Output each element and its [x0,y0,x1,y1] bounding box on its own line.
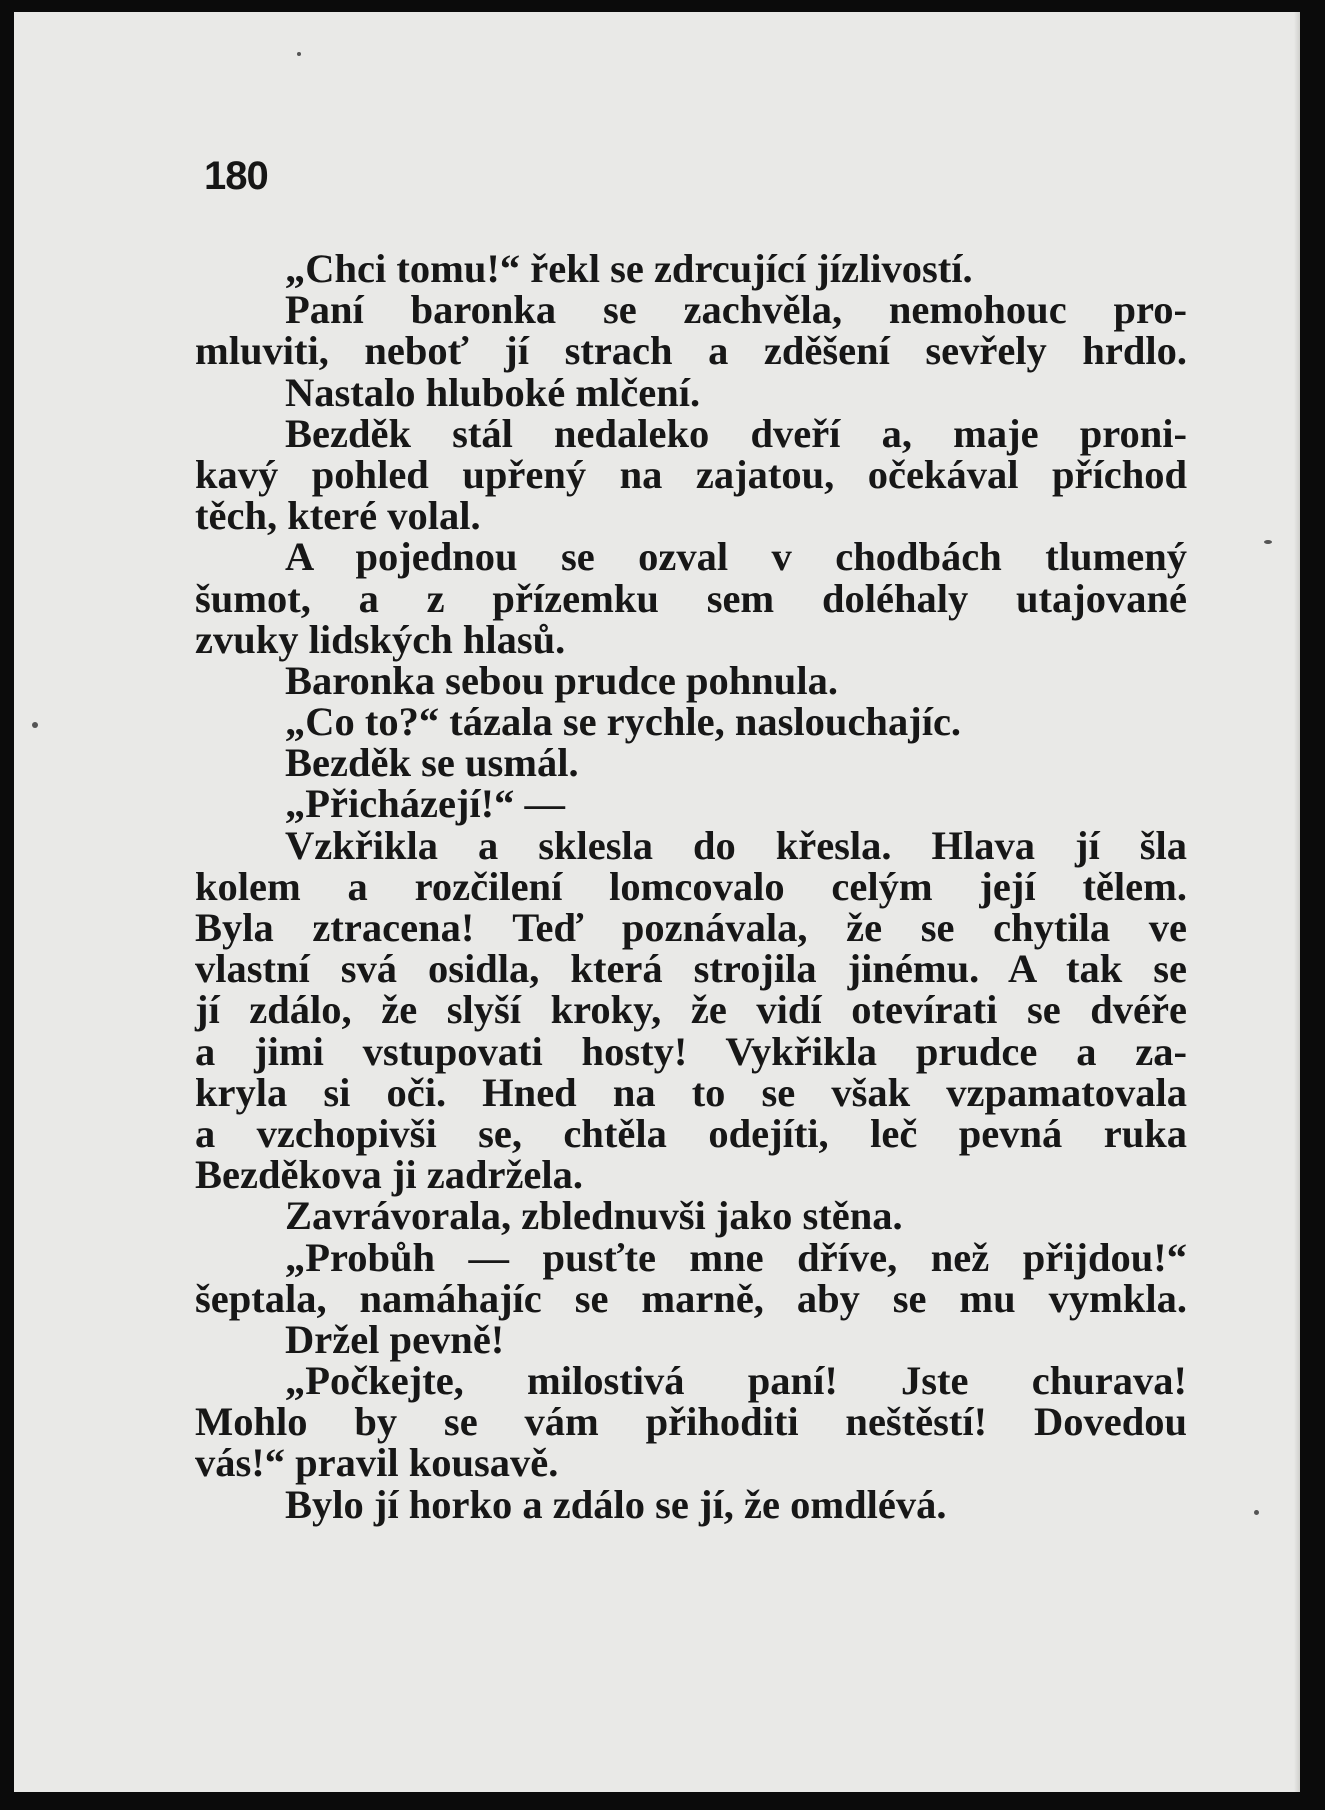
scan-speck [32,722,38,728]
body-text [195,248,1187,1525]
text-line: Bezděk stál nedaleko dveří a, maje proni- [285,410,1187,456]
text-line: Držel pevně! [285,1316,505,1362]
text-line: Byla ztracena! Teď poznávala, že se chytila ve [195,905,1187,950]
text-line: mluviti, neboť jí strach a zděšení sevřely hrdlo. [195,328,1187,374]
text-line: šeptala, namáhajíc se marně, aby se mu vymkla. [195,1275,1187,1321]
text-line: Bylo jí horko a zdálo se jí, že omdlévá. [285,1481,947,1527]
text-line: Bezděkova ji zadržela. [195,1152,584,1198]
text-line: „Přicházejí!“ — [285,781,566,827]
text-line: těch, které volal. [195,493,481,539]
text-line: Nastalo hluboké mlčení. [285,369,701,415]
text-line: a vzchopivši se, chtěla odejíti, leč pevná ruka [195,1110,1187,1156]
text-line: vlastní svá osidla, která strojila jinému. A tak se [195,946,1187,992]
text-line: „Chci tomu!“ řekl se zdrcující jízlivostí. [285,246,973,291]
text-line: zvuky lidských hlasů. [195,616,566,662]
text-line: šumot, a z přízemku sem doléhaly utajované [195,575,1187,621]
text-line: „Co to?“ tázala se rychle, naslouchajíc. [285,699,962,745]
text-line: Vzkřikla a sklesla do křesla. Hlava jí šla [285,822,1187,868]
text-line: A pojednou se ozval v chodbách tlumený [285,534,1187,580]
text-line: kolem a rozčilení lomcovalo celým její tělem. [195,863,1187,909]
text-line: a jimi vstupovati hosty! Vykřikla prudce a za- [195,1028,1187,1074]
text-line: Paní baronka se zachvěla, nemohouc pro- [285,287,1187,333]
text-line: kavý pohled upřený na zajatou, očekával příchod [195,451,1187,497]
text-line: „Počkejte, milostivá paní! Jste churava! [285,1358,1187,1404]
text-line: kryla si oči. Hned na to se však vzpamatovala [195,1069,1187,1115]
scan-speck [297,52,301,56]
scan-speck [1254,1510,1259,1515]
page-number: 180 [204,154,268,198]
scan-speck [1264,540,1272,544]
text-line: Zavrávorala, zblednuvši jako stěna. [285,1193,903,1239]
text-line: Mohlo by se vám přihoditi neštěstí! Dovedou [195,1399,1187,1445]
text-line: vás!“ pravil kousavě. [195,1440,559,1486]
book-page [14,12,1300,1792]
text-line: jí zdálo, že slyší kroky, že vidí otevírati se dvéře [195,987,1187,1033]
text-line: Bezděk se usmál. [285,740,579,786]
text-line: „Probůh — pusťte mne dříve, než přijdou!“ [285,1234,1187,1280]
text-line: Baronka sebou prudce pohnula. [285,657,838,703]
